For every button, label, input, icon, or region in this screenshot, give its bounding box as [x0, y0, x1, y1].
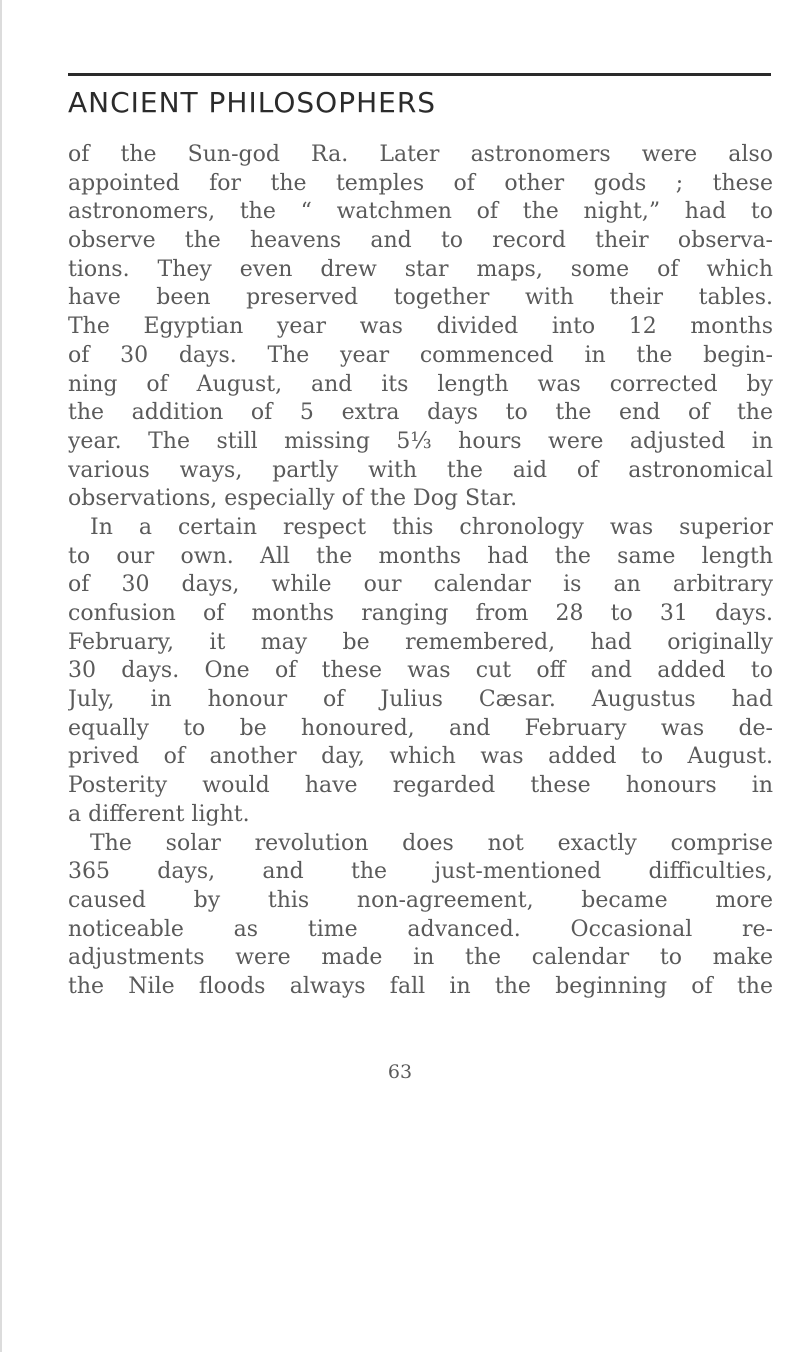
text-line: The Egyptian year was divided into 12 months	[68, 314, 773, 340]
text-line: confusion of months ranging from 28 to 31 days.	[68, 601, 773, 626]
body-text	[68, 141, 773, 1002]
paragraph-start-line: The solar revolution does not exactly comprise	[90, 830, 773, 856]
text-line: a different light.	[68, 801, 250, 827]
text-line: prived of another day, which was added to August.	[68, 744, 773, 770]
text-line: of 30 days, while our calendar is an arbitrary	[68, 572, 773, 598]
text-line: equally to be honoured, and February was de-	[68, 715, 773, 741]
text-line: various ways, partly with the aid of astronomical	[68, 457, 773, 483]
text-line: of 30 days. The year commenced in the begin-	[68, 342, 773, 368]
text-line: astronomers, the “ watchmen of the night,” had to	[68, 199, 773, 225]
text-line: ning of August, and its length was corrected by	[68, 371, 773, 397]
text-line: 30 days. One of these was cut off and added to	[68, 658, 773, 684]
text-line: observe the heavens and to record their observa-	[68, 228, 773, 254]
text-line: the addition of 5 extra days to the end of the	[68, 400, 773, 426]
text-line: of the Sun-god Ra. Later astronomers were also	[68, 142, 773, 167]
running-head: ANCIENT PHILOSOPHERS	[68, 86, 437, 119]
text-line: February, it may be remembered, had originally	[68, 629, 773, 655]
text-line: 365 days, and the just-mentioned difficulties,	[68, 859, 773, 885]
text-line: year. The still missing 5⅓ hours were adjusted in	[68, 428, 773, 454]
text-line: have been preserved together with their tables.	[68, 285, 773, 311]
text-line: tions. They even drew star maps, some of which	[68, 256, 773, 282]
header-rule	[68, 73, 771, 76]
page-edge-shadow	[0, 0, 2, 1352]
paragraph-start-line: In a certain respect this chronology was superior	[90, 514, 773, 540]
text-line: noticeable as time advanced. Occasional re-	[68, 916, 773, 942]
text-line: the Nile floods always fall in the beginning of the	[68, 973, 773, 999]
text-line: to our own. All the months had the same length	[68, 543, 773, 569]
page-number: 63	[387, 1061, 413, 1083]
text-line: observations, especially of the Dog Star.	[68, 486, 518, 512]
text-line: caused by this non-agreement, became more	[68, 887, 773, 913]
text-line: adjustments were made in the calendar to make	[68, 945, 773, 971]
text-line: July, in honour of Julius Cæsar. Augustus had	[68, 687, 773, 713]
text-line: appointed for the temples of other gods ; these	[68, 170, 773, 196]
text-line: Posterity would have regarded these honours in	[68, 773, 773, 799]
